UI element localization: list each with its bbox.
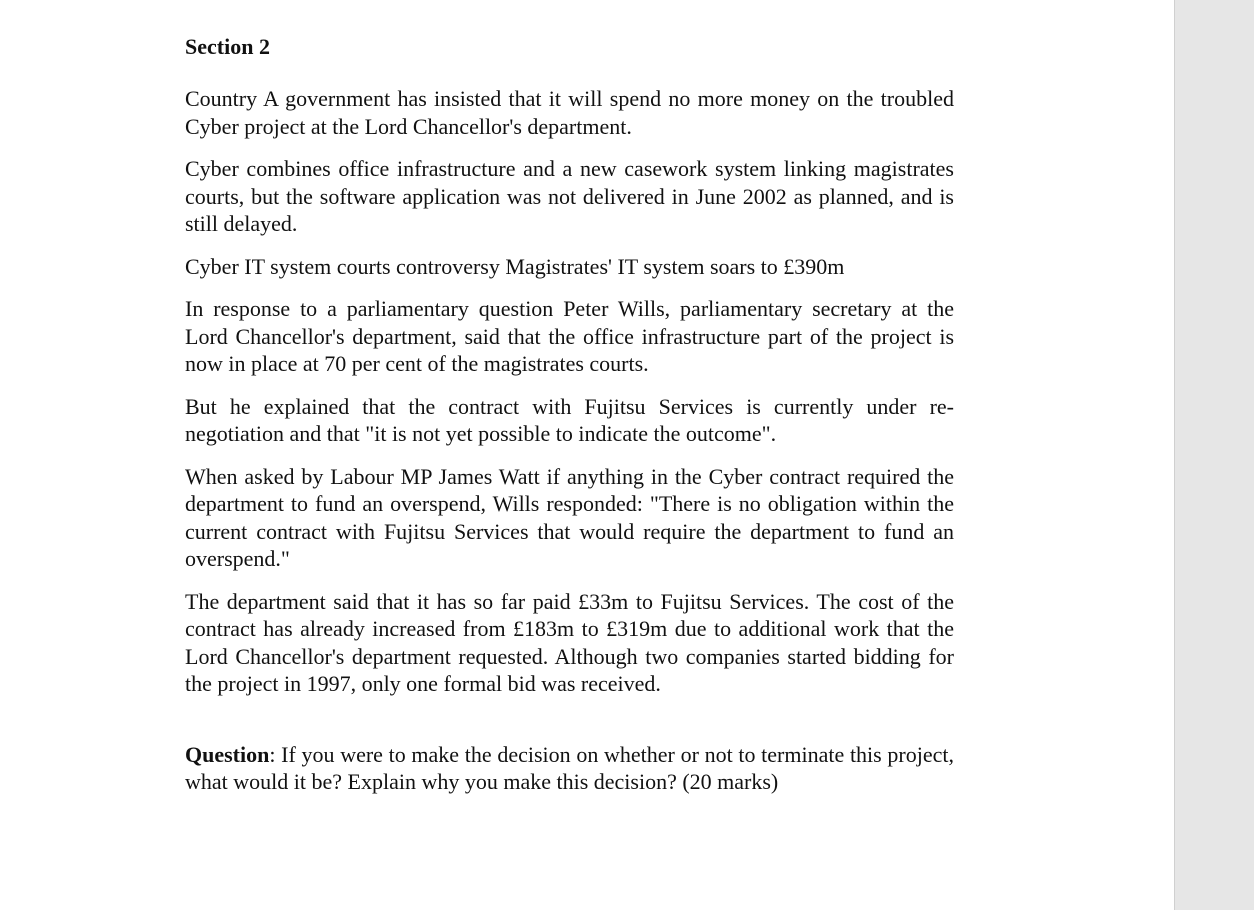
paragraph-cyber-overview: Cyber combines office infrastructure and a new casework system linking magistrates courts, but the software application was not delivered in June 2002 as planned, and is still delayed. (185, 156, 954, 236)
question-label: Question (185, 741, 270, 767)
paragraph-overspend: When asked by Labour MP James Watt if anything in the Cyber contract required the department to fund an overspend, Wills responded: "There is no obligation within the current contract with Fujitsu Services that would require the department to fund an overspend." (185, 463, 954, 571)
paragraph-parliamentary-response: In response to a parliamentary question Peter Wills, parliamentary secretary at the Lord Chancellor's department, said that the office infrastructure part of the project is now in place at 70 per cent of the magistrates courts. (185, 296, 954, 376)
paragraph-costs: The department said that it has so far paid £33m to Fujitsu Services. The cost of the contract has already increased from £183m to £319m due to additional work that the Lord Chancellor's department requested. Although two companies started bidding for the project in 1997, only one formal bid was received. (185, 588, 954, 696)
question-text: : If you were to make the decision on whether or not to terminate this project, what would it be? Explain why you make this decision? (20 marks) (185, 741, 954, 794)
question-block (185, 741, 954, 796)
paragraph-renegotiation: But he explained that the contract with Fujitsu Services is currently under re-negotiation and that "it is not yet possible to indicate the outcome". (185, 393, 954, 446)
paragraph-headline: Cyber IT system courts controversy Magistrates' IT system soars to £390m (185, 253, 845, 279)
section-title: Section 2 (185, 34, 270, 59)
page-content (185, 33, 954, 796)
paragraph-intro: Country A government has insisted that it will spend no more money on the troubled Cyber project at the Lord Chancellor's department. (185, 86, 954, 139)
